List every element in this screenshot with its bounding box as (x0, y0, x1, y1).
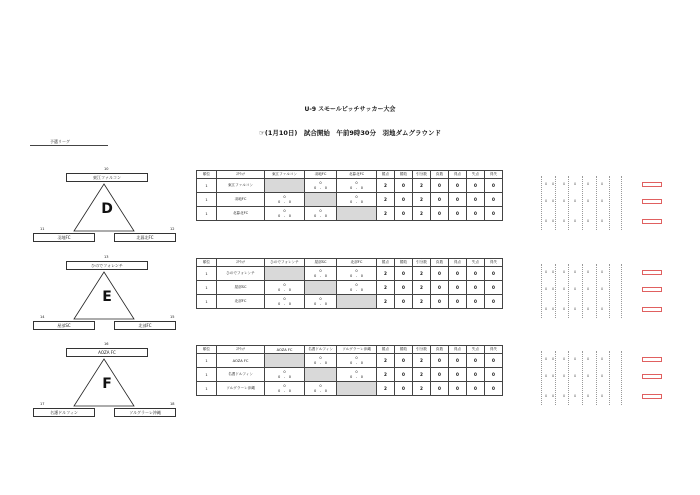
seed-number: 13 (104, 255, 109, 259)
table-header-row (197, 259, 503, 267)
tally-mark: 0 (574, 357, 577, 361)
tally-divider (568, 264, 569, 318)
column-header: 勝点 (377, 259, 395, 267)
tally-divider (568, 176, 569, 230)
column-header: 得失 (485, 259, 503, 267)
score-cell (265, 267, 305, 281)
stat-cell: 0 (395, 179, 413, 193)
rank-cell: 1 (197, 354, 217, 368)
group-letter: D (101, 201, 113, 217)
team-box-top: AOZA FC (66, 348, 148, 357)
seed-number: 14 (40, 315, 45, 319)
column-header: 羽地FC (305, 171, 337, 179)
stat-cell: 0 (467, 354, 485, 368)
team-cell: 東江ファルコン (217, 179, 265, 193)
stat-cell: 0 (485, 207, 503, 221)
stat-cell: 2 (413, 281, 431, 295)
table-header-row (197, 171, 503, 179)
side-tally (541, 351, 621, 405)
tally-mark: 0 (574, 394, 577, 398)
score-cell (305, 193, 337, 207)
team-cell: 北部FC (217, 295, 265, 309)
score-value: 0 0 - 0 (277, 384, 292, 393)
tally-divider (582, 264, 583, 318)
team-cell: 屋部SC (217, 281, 265, 295)
league-underline (30, 145, 108, 146)
tally-divider (621, 264, 622, 318)
score-cell (265, 382, 305, 396)
column-header: 勝敗 (395, 346, 413, 354)
score-cell (305, 368, 337, 382)
stat-cell: 0 (431, 193, 449, 207)
tally-mark: 0 (587, 394, 590, 398)
team-cell: 北暮北FC (217, 207, 265, 221)
score-cell (337, 281, 377, 295)
score-cell (305, 267, 337, 281)
column-header: 引分数 (413, 346, 431, 354)
seed-number: 17 (40, 402, 45, 406)
stat-cell: 0 (467, 382, 485, 396)
group-letter: F (102, 376, 112, 392)
stat-cell: 2 (413, 193, 431, 207)
tally-mark: 0 (601, 307, 604, 311)
tally-mark: 0 (574, 270, 577, 274)
stat-cell: 0 (431, 179, 449, 193)
score-cell (265, 354, 305, 368)
team-cell: AOZA FC (217, 354, 265, 368)
column-header: 失点 (467, 346, 485, 354)
rank-cell: 1 (197, 281, 217, 295)
tally-mark: 0 (601, 374, 604, 378)
column-header: 得点 (449, 346, 467, 354)
tally-mark: 0 (563, 287, 566, 291)
tally-divider (555, 351, 556, 405)
stat-cell: 2 (413, 368, 431, 382)
seed-number: 16 (104, 342, 109, 346)
group-letter: E (102, 289, 112, 305)
column-header: 失点 (467, 259, 485, 267)
score-cell (265, 281, 305, 295)
table-row (197, 179, 503, 193)
stat-cell: 2 (377, 382, 395, 396)
score-value: 0 0 - 0 (313, 356, 328, 365)
column-header: 負数 (431, 259, 449, 267)
red-marker-box (642, 374, 662, 379)
stat-cell: 0 (449, 354, 467, 368)
score-cell (337, 179, 377, 193)
score-cell (265, 193, 305, 207)
tally-divider (541, 176, 542, 230)
stat-cell: 0 (449, 179, 467, 193)
group-f (0, 342, 700, 435)
table-row (197, 368, 503, 382)
column-header: 名護ドルフィン (305, 346, 337, 354)
stat-cell: 2 (377, 207, 395, 221)
column-header: 勝点 (377, 346, 395, 354)
tally-mark: 0 (601, 394, 604, 398)
tally-divider (582, 176, 583, 230)
tally-mark: 0 (552, 357, 555, 361)
rank-cell: 1 (197, 193, 217, 207)
rank-cell: 1 (197, 267, 217, 281)
stat-cell: 0 (431, 382, 449, 396)
stat-cell: 0 (431, 368, 449, 382)
stat-cell: 2 (413, 207, 431, 221)
stat-cell: 0 (449, 207, 467, 221)
stat-cell: 2 (413, 382, 431, 396)
stat-cell: 0 (467, 193, 485, 207)
column-header: 北部FC (337, 259, 377, 267)
tally-mark: 0 (563, 307, 566, 311)
column-header: 得点 (449, 171, 467, 179)
seed-number: 15 (170, 315, 175, 319)
stat-cell: 2 (377, 368, 395, 382)
seed-number: 11 (40, 227, 45, 231)
stat-cell: 0 (467, 295, 485, 309)
stat-cell: 0 (431, 295, 449, 309)
score-value: 0 0 - 0 (277, 297, 292, 306)
stat-cell: 2 (377, 295, 395, 309)
score-value: 0 0 - 0 (349, 370, 364, 379)
column-header: 引分数 (413, 171, 431, 179)
stat-cell: 2 (413, 179, 431, 193)
score-value: 0 0 - 0 (277, 209, 292, 218)
team-box-top: ひのでフォレンチ (66, 261, 148, 270)
seed-number: 12 (170, 227, 175, 231)
score-value: 0 0 - 0 (349, 356, 364, 365)
tally-mark: 0 (552, 374, 555, 378)
column-header: 北暮北FC (337, 171, 377, 179)
stat-cell: 0 (449, 281, 467, 295)
league-label: 予選リーグ (50, 139, 70, 144)
stat-cell: 0 (431, 267, 449, 281)
tally-mark: 0 (545, 394, 548, 398)
tally-mark: 0 (587, 287, 590, 291)
score-cell (305, 295, 337, 309)
table-header-row (197, 346, 503, 354)
score-cell (337, 382, 377, 396)
tally-divider (609, 351, 610, 405)
tally-mark: 0 (552, 287, 555, 291)
score-cell (337, 368, 377, 382)
stat-cell: 0 (395, 281, 413, 295)
red-marker-box (642, 357, 662, 362)
tally-mark: 0 (545, 374, 548, 378)
tally-mark: 0 (601, 357, 604, 361)
stat-cell: 2 (377, 267, 395, 281)
stat-cell: 2 (377, 281, 395, 295)
stat-cell: 0 (395, 354, 413, 368)
stat-cell: 0 (485, 382, 503, 396)
red-marker-box (642, 199, 662, 204)
tally-mark: 0 (545, 182, 548, 186)
score-value: 0 0 - 0 (349, 181, 364, 190)
score-value: 0 0 - 0 (313, 181, 328, 190)
column-header: 負数 (431, 171, 449, 179)
tally-mark: 0 (563, 394, 566, 398)
stat-cell: 2 (413, 267, 431, 281)
tally-mark: 0 (601, 219, 604, 223)
seed-number: 10 (104, 167, 109, 171)
tally-mark: 0 (574, 182, 577, 186)
tally-mark: 0 (601, 182, 604, 186)
column-header: ｽｸﾗｯﾁ (217, 171, 265, 179)
stat-cell: 2 (377, 193, 395, 207)
tally-divider (596, 351, 597, 405)
stat-cell: 2 (377, 179, 395, 193)
red-marker-box (642, 307, 662, 312)
tally-mark: 0 (587, 199, 590, 203)
tally-mark: 0 (587, 182, 590, 186)
stat-cell: 0 (449, 267, 467, 281)
stat-cell: 2 (413, 354, 431, 368)
column-header: ソルグラーレ沖縄 (337, 346, 377, 354)
group-d (0, 167, 700, 260)
stat-cell: 0 (449, 382, 467, 396)
score-value: 0 0 - 0 (277, 370, 292, 379)
red-marker-box (642, 270, 662, 275)
rank-cell: 1 (197, 295, 217, 309)
red-marker-box (642, 287, 662, 292)
score-value: 0 0 - 0 (349, 283, 364, 292)
tally-mark: 0 (545, 199, 548, 203)
team-cell: 羽地FC (217, 193, 265, 207)
stat-cell: 0 (467, 207, 485, 221)
column-header: 順位 (197, 346, 217, 354)
tally-mark: 0 (545, 219, 548, 223)
score-value: 0 0 - 0 (313, 269, 328, 278)
tally-mark: 0 (552, 182, 555, 186)
red-marker-box (642, 394, 662, 399)
tally-divider (582, 351, 583, 405)
page-title: U-9 スモールピッチサッカー大会 (304, 106, 396, 113)
column-header: 負数 (431, 346, 449, 354)
tally-mark: 0 (552, 219, 555, 223)
tally-mark: 0 (574, 374, 577, 378)
tally-divider (555, 264, 556, 318)
tally-mark: 0 (552, 307, 555, 311)
score-cell (265, 207, 305, 221)
score-value: 0 0 - 0 (349, 195, 364, 204)
tally-divider (621, 176, 622, 230)
column-header: 勝敗 (395, 259, 413, 267)
stat-cell: 0 (485, 179, 503, 193)
stat-cell: 0 (395, 368, 413, 382)
rank-cell: 1 (197, 179, 217, 193)
column-header: 屋部SC (305, 259, 337, 267)
stat-cell: 0 (485, 267, 503, 281)
column-header: 失点 (467, 171, 485, 179)
column-header: 東江ファルコン (265, 171, 305, 179)
score-value: 0 0 - 0 (349, 269, 364, 278)
tally-mark: 0 (563, 357, 566, 361)
tally-mark: 0 (601, 199, 604, 203)
tally-mark: 0 (545, 270, 548, 274)
tally-divider (609, 176, 610, 230)
stat-cell: 2 (377, 354, 395, 368)
column-header: ｽｸﾗｯﾁ (217, 259, 265, 267)
results-table (196, 345, 503, 396)
column-header: 勝敗 (395, 171, 413, 179)
tally-divider (541, 351, 542, 405)
stat-cell: 0 (449, 368, 467, 382)
team-box-left: 羽地FC (33, 233, 95, 242)
stat-cell: 0 (395, 295, 413, 309)
tally-mark: 0 (545, 307, 548, 311)
tally-mark: 0 (563, 219, 566, 223)
team-cell: ソルグラーレ沖縄 (217, 382, 265, 396)
team-box-right: 北暮北FC (114, 233, 176, 242)
score-cell (337, 354, 377, 368)
tally-mark: 0 (574, 219, 577, 223)
score-value: 0 0 - 0 (313, 384, 328, 393)
tally-mark: 0 (601, 287, 604, 291)
stat-cell: 0 (467, 281, 485, 295)
team-box-right: ソルグラーレ沖縄 (114, 408, 176, 417)
stat-cell: 0 (431, 207, 449, 221)
tally-mark: 0 (563, 270, 566, 274)
score-cell (305, 179, 337, 193)
tally-mark: 0 (587, 307, 590, 311)
table-row (197, 281, 503, 295)
tally-mark: 0 (574, 307, 577, 311)
team-box-left: 名護ドルフィン (33, 408, 95, 417)
tally-divider (609, 264, 610, 318)
stat-cell: 0 (395, 267, 413, 281)
column-header: 得失 (485, 171, 503, 179)
tally-mark: 0 (552, 394, 555, 398)
stat-cell: 0 (485, 354, 503, 368)
column-header: 得点 (449, 259, 467, 267)
score-cell (337, 295, 377, 309)
score-cell (265, 179, 305, 193)
side-tally (541, 176, 621, 230)
red-marker-box (642, 219, 662, 224)
table-row (197, 207, 503, 221)
column-header: ひのでフォレンチ (265, 259, 305, 267)
stat-cell: 0 (395, 207, 413, 221)
tally-divider (621, 351, 622, 405)
tally-mark: 0 (574, 199, 577, 203)
stat-cell: 0 (449, 193, 467, 207)
tally-mark: 0 (574, 287, 577, 291)
stat-cell: 0 (431, 354, 449, 368)
column-header: 順位 (197, 259, 217, 267)
column-header: 勝点 (377, 171, 395, 179)
rank-cell: 1 (197, 368, 217, 382)
stat-cell: 0 (467, 368, 485, 382)
stat-cell: 0 (467, 179, 485, 193)
column-header: 順位 (197, 171, 217, 179)
results-table (196, 170, 503, 221)
tally-mark: 0 (587, 357, 590, 361)
stat-cell: 0 (485, 193, 503, 207)
tally-mark: 0 (563, 199, 566, 203)
side-tally (541, 264, 621, 318)
group-e (0, 255, 700, 348)
tally-mark: 0 (587, 219, 590, 223)
table-row (197, 354, 503, 368)
score-cell (337, 207, 377, 221)
score-value: 0 0 - 0 (277, 195, 292, 204)
tally-divider (541, 264, 542, 318)
stat-cell: 0 (485, 281, 503, 295)
seed-number: 18 (170, 402, 175, 406)
team-cell: ひのでフォレンチ (217, 267, 265, 281)
tally-mark: 0 (552, 199, 555, 203)
tally-mark: 0 (552, 270, 555, 274)
score-cell (337, 193, 377, 207)
team-box-right: 北部FC (114, 321, 176, 330)
tally-divider (596, 176, 597, 230)
score-cell (305, 382, 337, 396)
column-header: ｽｸﾗｯﾁ (217, 346, 265, 354)
stat-cell: 0 (449, 295, 467, 309)
score-value: 0 0 - 0 (277, 283, 292, 292)
stat-cell: 0 (431, 281, 449, 295)
column-header: 得失 (485, 346, 503, 354)
team-cell: 名護ドルフィン (217, 368, 265, 382)
rank-cell: 1 (197, 207, 217, 221)
score-cell (265, 368, 305, 382)
results-table (196, 258, 503, 309)
stat-cell: 0 (485, 368, 503, 382)
tally-divider (596, 264, 597, 318)
score-cell (305, 281, 337, 295)
schedule-line: ☞(1月10日) 試合開始 午前9時30分 羽地ダムグラウンド (259, 129, 441, 137)
stat-cell: 0 (395, 193, 413, 207)
table-row (197, 295, 503, 309)
team-box-top: 東江ファルコン (66, 173, 148, 182)
team-box-left: 屋部SC (33, 321, 95, 330)
tally-divider (568, 351, 569, 405)
tally-mark: 0 (545, 287, 548, 291)
tally-mark: 0 (587, 270, 590, 274)
stat-cell: 0 (467, 267, 485, 281)
tally-divider (555, 176, 556, 230)
table-row (197, 382, 503, 396)
tally-mark: 0 (563, 182, 566, 186)
score-cell (305, 354, 337, 368)
stat-cell: 2 (413, 295, 431, 309)
score-value: 0 0 - 0 (313, 297, 328, 306)
tally-mark: 0 (601, 270, 604, 274)
stat-cell: 0 (395, 382, 413, 396)
table-row (197, 267, 503, 281)
table-row (197, 193, 503, 207)
rank-cell: 1 (197, 382, 217, 396)
column-header: AOZA FC (265, 346, 305, 354)
tally-mark: 0 (563, 374, 566, 378)
score-cell (305, 207, 337, 221)
stat-cell: 0 (485, 295, 503, 309)
red-marker-box (642, 182, 662, 187)
tally-mark: 0 (587, 374, 590, 378)
score-cell (265, 295, 305, 309)
tally-mark: 0 (545, 357, 548, 361)
score-value: 0 0 - 0 (313, 209, 328, 218)
column-header: 引分数 (413, 259, 431, 267)
score-cell (337, 267, 377, 281)
